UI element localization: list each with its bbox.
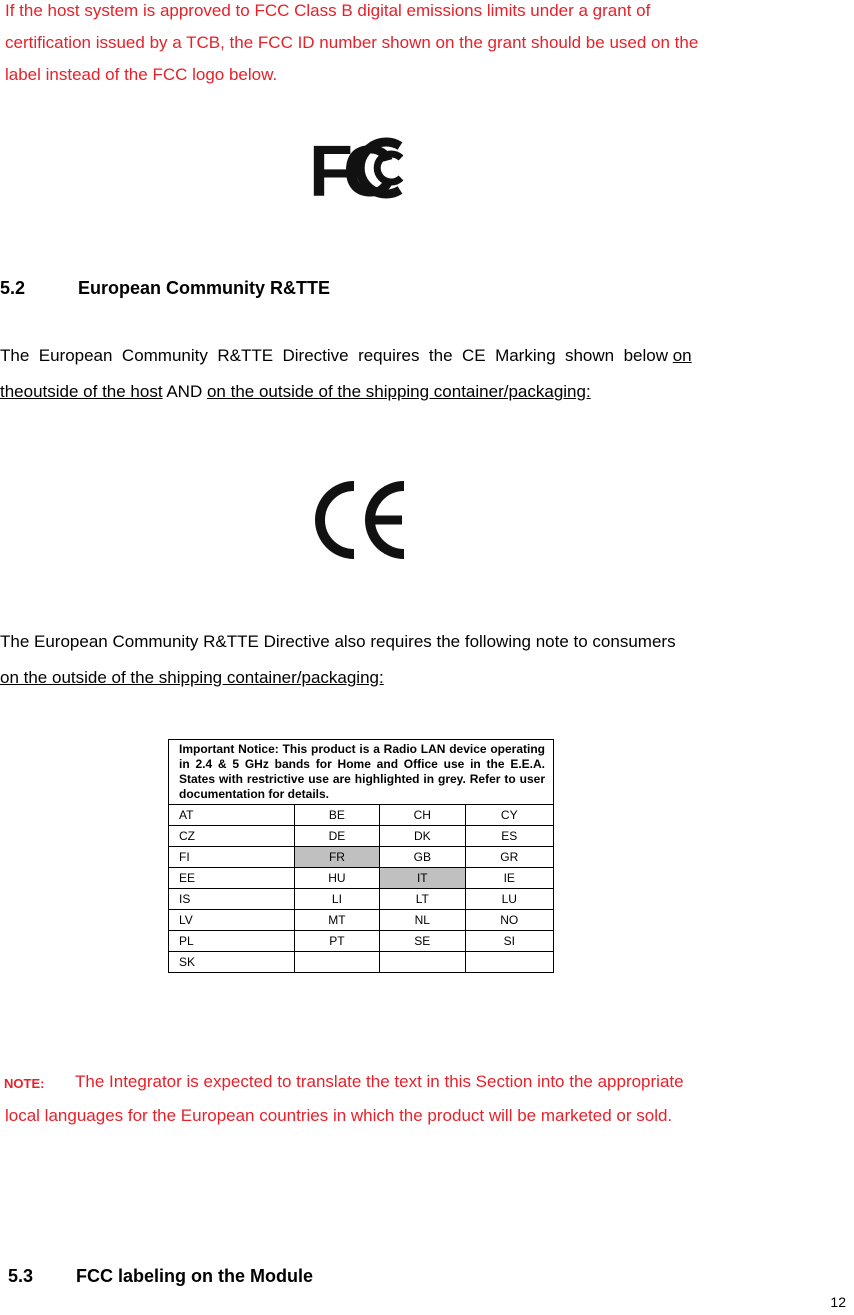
section-5-2-title: European Community R&TTE (78, 278, 331, 298)
table-row (169, 889, 554, 910)
country-cell: LI (294, 889, 379, 910)
country-cell: MT (294, 910, 379, 931)
section-5-3-heading (8, 1266, 313, 1287)
note-line-1: The Integrator is expected to translate the text in this Section into the appropriate (75, 1072, 684, 1091)
fcc-logo-letters: FC (309, 132, 385, 208)
country-cell: IS (169, 889, 295, 910)
ce-para-line2-packaging: on the outside of the shipping container/packaging: (206, 382, 591, 401)
country-cell: LU (465, 889, 554, 910)
consumer-note-paragraph (0, 626, 840, 694)
table-row (169, 826, 554, 847)
country-cell: DK (380, 826, 465, 847)
country-cell: CY (465, 805, 554, 826)
country-cell: SE (380, 931, 465, 952)
country-cell: CZ (169, 826, 295, 847)
country-cell: GR (465, 847, 554, 868)
page-number: 12 (830, 1294, 846, 1310)
ce-para-line2-and: AND (162, 382, 207, 401)
ce-logo-letters: CE (310, 478, 312, 479)
country-cell-restricted: IT (380, 868, 465, 889)
ce-para-line1-text: The European Community R&TTE Directive requires the CE Marking shown below (0, 346, 673, 365)
table-row (169, 805, 554, 826)
country-cell: DE (294, 826, 379, 847)
country-cell: SI (465, 931, 554, 952)
important-notice-table (168, 739, 554, 973)
country-cell: EE (169, 868, 295, 889)
empty-cell (294, 952, 379, 973)
section-5-2-number: 5.2 (0, 278, 26, 298)
ce-requirement-paragraph (0, 340, 840, 408)
consumer-note-line-2: on the outside of the shipping container/packaging: (0, 668, 384, 687)
country-cell: LV (169, 910, 295, 931)
section-5-3-number: 5.3 (8, 1266, 34, 1286)
country-cell: PL (169, 931, 295, 952)
integrator-note (0, 1066, 850, 1132)
fcc-logo (305, 128, 425, 208)
note-label: NOTE: (4, 1076, 45, 1091)
country-cell: NO (465, 910, 554, 931)
country-cell: LT (380, 889, 465, 910)
country-cell: BE (294, 805, 379, 826)
ce-para-line1-underlined: on (672, 346, 692, 365)
country-cell-restricted: FR (294, 847, 379, 868)
table-row (169, 910, 554, 931)
empty-cell (465, 952, 554, 973)
country-cell: PT (294, 931, 379, 952)
ce-c-shape (320, 486, 354, 554)
country-cell: NL (380, 910, 465, 931)
fcc-note-line-2: certification issued by a TCB, the FCC ID number shown on the grant should be used on the (5, 33, 699, 52)
country-cell: ES (465, 826, 554, 847)
table-row (169, 931, 554, 952)
fcc-note (5, 0, 850, 91)
country-cell: HU (294, 868, 379, 889)
country-cell: GB (380, 847, 465, 868)
table-row (169, 952, 554, 973)
ce-marking-logo (310, 478, 410, 562)
fcc-note-line-1: If the host system is approved to FCC Class B digital emissions limits under a grant of (5, 1, 651, 20)
section-5-2-heading (0, 278, 331, 299)
country-cell: SK (169, 952, 295, 973)
note-line-2: local languages for the European countries in which the product will be marketed or sold. (5, 1106, 673, 1125)
country-cell: AT (169, 805, 295, 826)
fcc-note-line-3: label instead of the FCC logo below. (5, 65, 278, 84)
country-cell: CH (380, 805, 465, 826)
ce-para-line2-host: theoutside of the host (0, 382, 163, 401)
notice-header-text: Important Notice: This product is a Radio LAN device operating in 2.4 & 5 GHz bands for Home and Office use in the E.E.A. States with restrictive use are highlighted in grey. Refer to user documentation for details. (169, 740, 554, 805)
empty-cell (380, 952, 465, 973)
consumer-note-line-1: The European Community R&TTE Directive also requires the following note to consumers (0, 632, 676, 651)
country-cell: FI (169, 847, 295, 868)
table-row (169, 847, 554, 868)
country-cell: IE (465, 868, 554, 889)
table-row (169, 868, 554, 889)
section-5-3-title: FCC labeling on the Module (76, 1266, 313, 1286)
notice-header-row (169, 740, 554, 805)
